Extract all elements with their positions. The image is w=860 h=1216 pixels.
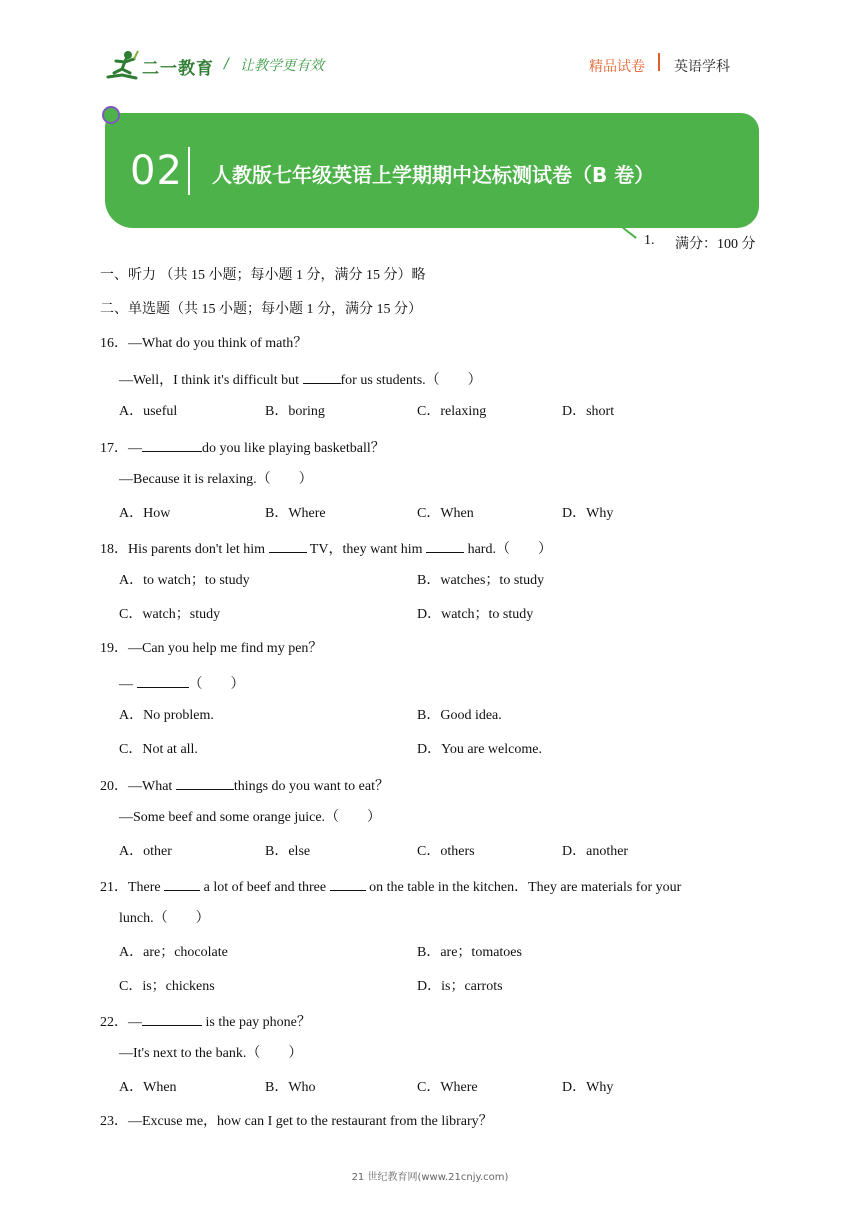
answer-blank <box>142 437 202 452</box>
option-b: B．Good idea. <box>417 708 502 723</box>
answer-blank <box>176 775 234 790</box>
option-a: A．No problem. <box>119 708 214 723</box>
option-a: A．When <box>119 1080 177 1095</box>
score-number: 1. <box>644 233 655 248</box>
q18-text-c: hard.（ ） <box>464 542 552 557</box>
question-20-answer-line: —Some beef and some orange juice.（ ） <box>119 810 382 825</box>
answer-blank <box>269 538 307 553</box>
answer-blank <box>303 369 341 384</box>
tag-subject: 英语学科 <box>674 59 730 75</box>
option-d: D．watch；to study <box>417 607 534 622</box>
question-17-answer-line: —Because it is relaxing.（ ） <box>119 472 313 487</box>
option-a: A．to watch；to study <box>119 573 250 588</box>
option-b: B．are；tomatoes <box>417 945 522 960</box>
question-19-answer-line <box>119 673 245 694</box>
answer-blank <box>164 876 200 891</box>
banner-divider <box>188 147 190 195</box>
question-17 <box>100 437 385 458</box>
option-c: C．relaxing <box>417 404 487 419</box>
q17-text-a: 17．— <box>100 441 142 456</box>
option-c: C．Where <box>417 1080 478 1095</box>
option-b: B．boring <box>265 404 325 419</box>
option-c: C．When <box>417 506 474 521</box>
q22-text-b: is the pay phone？ <box>202 1015 311 1030</box>
option-b: B．Where <box>265 506 326 521</box>
option-d: D．another <box>562 844 629 859</box>
score-text: 满分：100 分 <box>675 237 756 252</box>
option-c: C．watch；study <box>119 607 221 622</box>
tag-premium-paper: 精品试卷 <box>589 59 645 75</box>
question-21-line-2: lunch.（ ） <box>119 911 210 926</box>
banner-dot-icon <box>102 106 120 124</box>
section-single-choice: 二、单选题（共 15 小题；每小题 1 分，满分 15 分） <box>100 302 422 317</box>
banner-number: 02 <box>130 148 183 194</box>
option-c: C．is；chickens <box>119 979 215 994</box>
q18-text-a: 18．His parents don't let him <box>100 542 269 557</box>
q20-text-b: things do you want to eat？ <box>233 779 389 794</box>
question-18 <box>100 538 552 559</box>
q16-text-a: —Well，I think it's difficult but <box>119 373 303 388</box>
option-b: B．else <box>265 844 311 859</box>
page-header <box>0 0 860 90</box>
question-22-answer-line: —It's next to the bank.（ ） <box>119 1046 303 1061</box>
option-d: D．short <box>562 404 615 419</box>
option-c: C．Not at all. <box>119 742 198 757</box>
slogan-separator: / <box>224 56 229 72</box>
q20-text-a: 20．—What <box>100 779 176 794</box>
q22-text-a: 22．— <box>100 1015 142 1030</box>
q21-text-b: a lot of beef and three <box>200 880 330 895</box>
logo-text: 二一教育 <box>142 59 214 79</box>
page-footer: 21 世纪教育网(www.21cnjy.com) <box>351 1172 509 1183</box>
option-c: C．others <box>417 844 475 859</box>
question-19: 19．—Can you help me find my pen？ <box>100 641 323 656</box>
q19-text-a: — <box>119 677 137 692</box>
answer-blank <box>426 538 464 553</box>
question-16: 16．—What do you think of math？ <box>100 336 308 351</box>
slogan: 让教学更有效 <box>240 58 324 74</box>
option-b: B．Who <box>265 1080 316 1095</box>
question-21 <box>100 876 681 897</box>
option-b: B．watches；to study <box>417 573 545 588</box>
q21-text-a: 21．There <box>100 880 165 895</box>
option-d: D．Why <box>562 506 614 521</box>
question-23: 23．—Excuse me，how can I get to the restaurant from the library？ <box>100 1114 493 1129</box>
option-a: A．useful <box>119 404 178 419</box>
score-pointer <box>621 226 636 239</box>
q21-text-c: on the table in the kitchen．They are materials for your <box>365 880 682 895</box>
option-a: A．are；chocolate <box>119 945 228 960</box>
option-a: A．other <box>119 844 172 859</box>
question-20 <box>100 775 389 796</box>
option-a: A．How <box>119 506 171 521</box>
answer-blank <box>330 876 366 891</box>
option-d: D．Why <box>562 1080 614 1095</box>
question-16-answer-line <box>119 369 482 390</box>
answer-blank <box>137 673 189 688</box>
q17-text-b: do you like playing basketball？ <box>202 441 385 456</box>
tag-divider <box>658 53 660 71</box>
section-listening: 一、听力 （共 15 小题；每小题 1 分，满分 15 分）略 <box>100 268 426 283</box>
answer-blank <box>142 1011 202 1026</box>
question-22 <box>100 1011 311 1032</box>
option-d: D．is；carrots <box>417 979 503 994</box>
q18-text-b: TV，they want him <box>306 542 427 557</box>
option-d: D．You are welcome. <box>417 742 542 757</box>
q19-text-b: （ ） <box>188 677 245 692</box>
page-title: 人教版七年级英语上学期期中达标测试卷（B 卷） <box>212 163 655 187</box>
q16-text-b: for us students.（ ） <box>340 373 482 388</box>
